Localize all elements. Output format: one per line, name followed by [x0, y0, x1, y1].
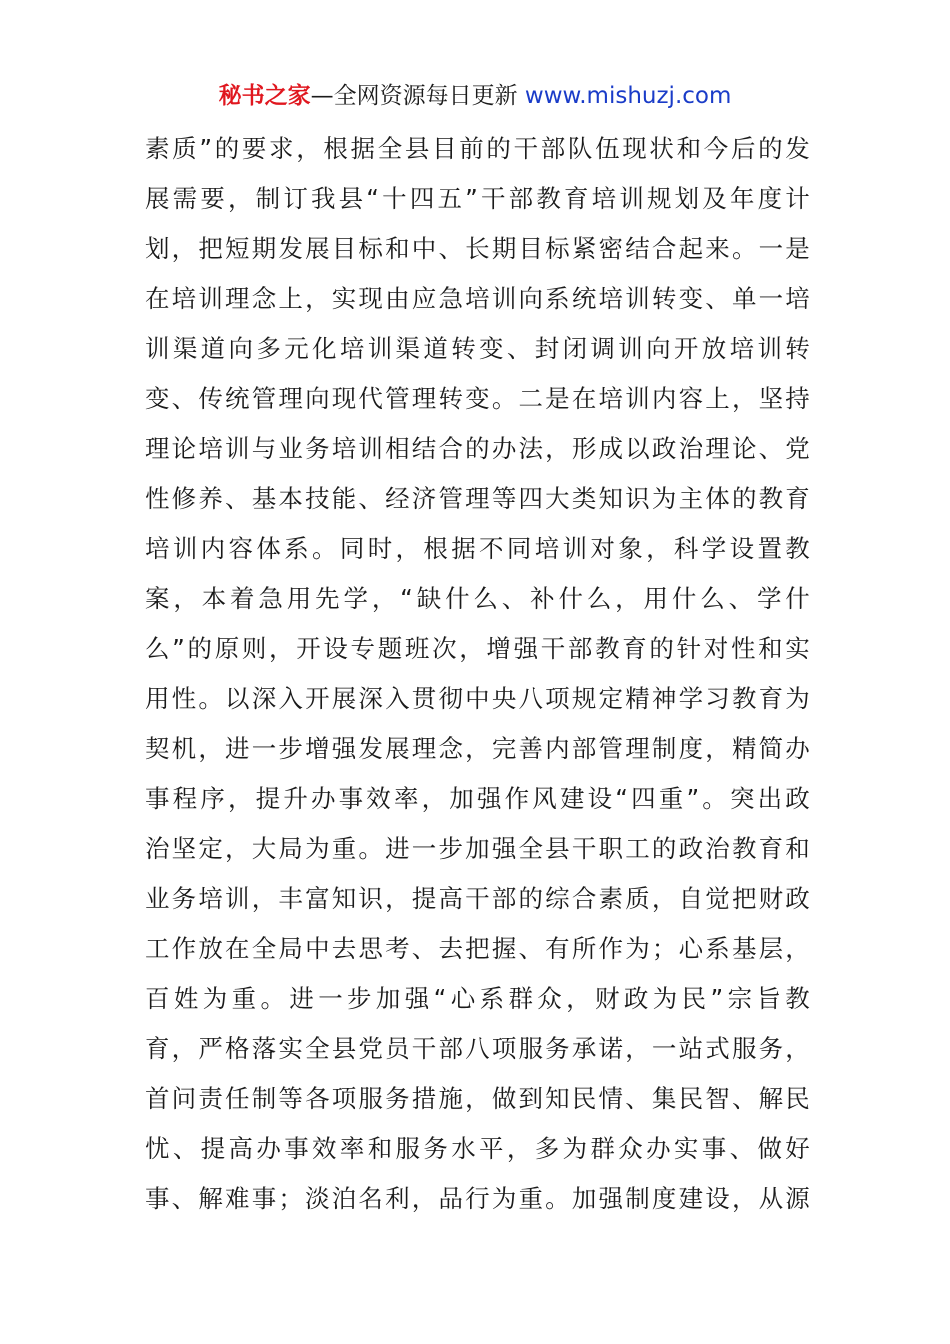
text-line: 么”的原则，开设专题班次，增强干部教育的针对性和实: [145, 634, 810, 663]
text-line: 训渠道向多元化培训渠道转变、封闭调训向开放培训转: [145, 334, 810, 363]
text-line: 变、传统管理向现代管理转变。二是在培训内容上，坚持: [145, 384, 810, 413]
text-line: 业务培训，丰富知识，提高干部的综合素质，自觉把财政: [145, 884, 810, 913]
text-line: 素质”的要求，根据全县目前的干部队伍现状和今后的发: [145, 134, 810, 163]
text-line: 划，把短期发展目标和中、长期目标紧密结合起来。一是: [145, 234, 810, 263]
text-line: 理论培训与业务培训相结合的办法，形成以政治理论、党: [145, 434, 810, 463]
header-tagline: —全网资源每日更新: [310, 83, 525, 109]
text-line: 事程序，提升办事效率，加强作风建设“四重”。突出政: [145, 784, 810, 813]
text-line: 治坚定，大局为重。进一步加强全县干职工的政治教育和: [145, 834, 810, 863]
brand-name: 秘书之家: [218, 83, 311, 109]
text-line: 百姓为重。进一步加强“心系群众，财政为民”宗旨教: [145, 984, 810, 1013]
text-line: 忧、提高办事效率和服务水平，多为群众办实事、做好: [145, 1134, 810, 1163]
document-body: [145, 124, 810, 1224]
text-line: 契机，进一步增强发展理念，完善内部管理制度，精简办: [145, 734, 810, 763]
text-line: 案，本着急用先学，“缺什么、补什么，用什么、学什: [145, 584, 810, 613]
text-line: 首问责任制等各项服务措施，做到知民情、集民智、解民: [145, 1084, 810, 1113]
text-line: 用性。以深入开展深入贯彻中央八项规定精神学习教育为: [145, 684, 810, 713]
site-header: [0, 80, 950, 112]
text-line: 事、解难事；淡泊名利，品行为重。加强制度建设，从源: [145, 1184, 810, 1213]
text-line: 培训内容体系。同时，根据不同培训对象，科学设置教: [145, 534, 810, 563]
text-line: 性修养、基本技能、经济管理等四大类知识为主体的教育: [145, 484, 810, 513]
site-url-link[interactable]: www.mishuzj.com: [524, 83, 732, 109]
text-line: 展需要，制订我县“十四五”干部教育培训规划及年度计: [145, 184, 810, 213]
text-line: 工作放在全局中去思考、去把握、有所作为；心系基层，: [145, 934, 810, 963]
text-line: 在培训理念上，实现由应急培训向系统培训转变、单一培: [145, 284, 810, 313]
text-line: 育，严格落实全县党员干部八项服务承诺，一站式服务，: [145, 1034, 810, 1063]
